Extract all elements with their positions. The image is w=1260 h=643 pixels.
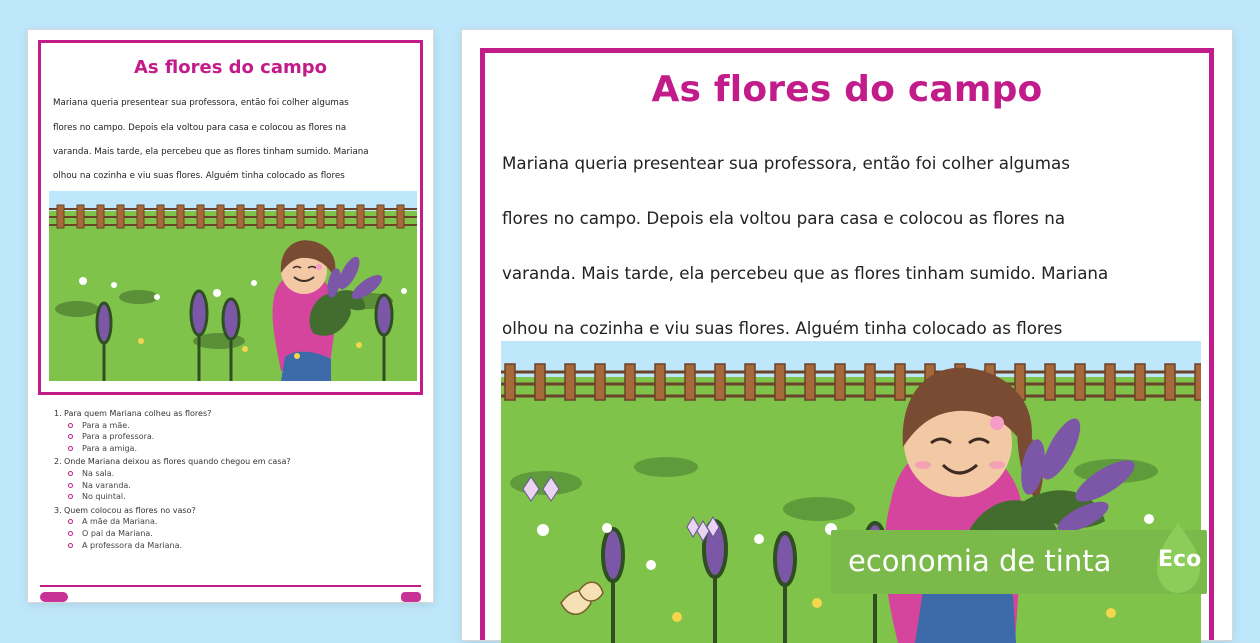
story-line-small: flores no campo. Depois ela voltou para casa e colocou as flores na [53,122,347,133]
option-bullet-icon [68,446,73,451]
answer-option [54,480,406,492]
answer-option [54,468,406,480]
answer-option [54,491,406,503]
worksheet-thumbnail-title: As flores do campo [133,57,328,78]
story-line-small: olhou na cozinha e viu suas flores. Alguém tinha colocado as flores [53,171,345,182]
question-text: Para quem Mariana colheu as flores? [64,409,212,418]
girl-picking-flowers-illustration [501,341,1201,643]
option-bullet-icon [68,519,73,524]
question-text: Quem colocou as flores no vaso? [64,505,196,515]
worksheet-thumbnail-frame [38,40,423,395]
answer-option [54,516,406,528]
eco-label: Eco [1158,547,1202,572]
question-title [54,408,406,420]
worksheet-large-title: As flores do campo [651,69,1043,110]
answer-option [54,431,406,443]
option-text: Na sala. [82,468,115,478]
girl-picking-flowers-thumbnail [49,191,417,381]
option-text: Para a mãe. [82,420,130,430]
question-title [54,505,406,517]
option-text: A mãe da Mariana. [82,517,158,527]
footer-corner-mark [401,592,421,602]
question-3 [54,505,406,551]
story-line-small: varanda. Mais tarde, ela percebeu que as flores tinham sumido. Mariana [53,147,369,158]
story-line-small: Mariana queria presentear sua professora, então foi colher algumas [53,98,349,109]
option-bullet-icon [68,494,73,499]
option-bullet-icon [68,423,73,428]
question-number: 2. [54,457,62,467]
story-line: flores no campo. Depois ela voltou para casa e colocou as flores na [502,208,1066,229]
story-line: Mariana queria presentear sua professora, então foi colher algumas [502,153,1070,174]
option-bullet-icon [68,434,73,439]
option-text: O pai da Mariana. [82,528,153,538]
question-text: Onde Mariana deixou as flores quando chegou em casa? [64,457,291,467]
question-1 [54,408,406,454]
answer-option [54,540,406,552]
story-line: olhou na cozinha e viu suas flores. Alguém tinha colocado as flores [502,317,1063,338]
option-text: A professora da Mariana. [82,540,183,550]
story-line: varanda. Mais tarde, ela percebeu que as flores tinham sumido. Mariana [502,263,1109,284]
answer-option [54,420,406,432]
comprehension-questions [54,408,406,553]
question-title [54,456,406,468]
answer-option [54,443,406,455]
footer-logo-mark [40,592,68,602]
option-text: Para a professora. [82,432,155,442]
option-bullet-icon [68,483,73,488]
option-bullet-icon [68,471,73,476]
option-text: Na varanda. [82,480,131,490]
worksheet-thumbnail [28,30,433,602]
answer-option [54,528,406,540]
footer-divider [40,585,421,587]
option-text: Para a amiga. [82,443,137,453]
question-number: 3. [54,505,62,515]
eco-banner [831,530,1207,594]
option-text: No quintal. [82,492,126,502]
option-bullet-icon [68,531,73,536]
question-number: 1. [54,409,62,418]
eco-banner-text: economia de tinta [848,544,1112,578]
option-bullet-icon [68,543,73,548]
question-2 [54,456,406,502]
